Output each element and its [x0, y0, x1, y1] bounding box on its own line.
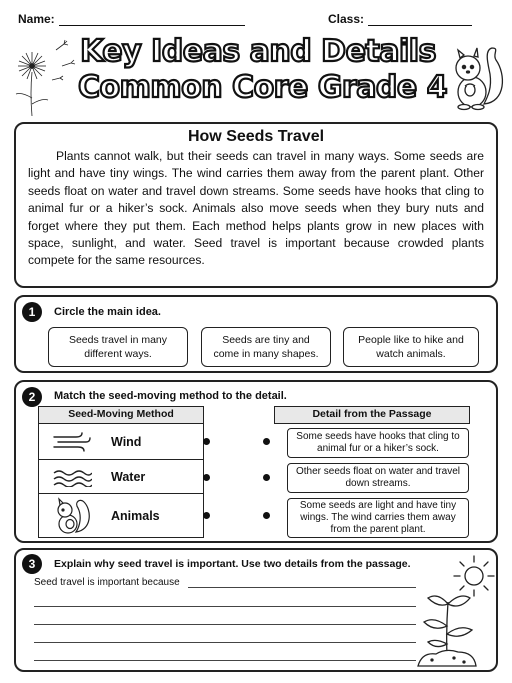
water-waves-icon	[47, 460, 97, 493]
answer-line-1[interactable]	[188, 587, 416, 588]
header-fields	[18, 12, 494, 32]
detail-column-header: Detail from the Passage	[274, 406, 470, 424]
method-row-wind[interactable]	[38, 424, 204, 460]
question-3-section	[14, 548, 498, 672]
name-label: Name:	[18, 12, 55, 26]
method-column-header: Seed-Moving Method	[38, 406, 204, 424]
method-label-wind: Wind	[111, 434, 142, 449]
answer-line-5[interactable]	[34, 660, 416, 661]
name-field[interactable]	[18, 12, 245, 26]
match-dot-detail-2[interactable]	[263, 474, 270, 481]
match-dot-method-animals[interactable]	[203, 512, 210, 519]
class-label: Class:	[328, 12, 365, 26]
question-1-section	[14, 295, 498, 373]
dandelion-icon	[8, 38, 78, 118]
reading-passage	[14, 122, 498, 288]
worksheet-title	[78, 34, 448, 106]
name-line[interactable]	[59, 13, 245, 26]
method-row-animals[interactable]	[38, 494, 204, 538]
class-line[interactable]	[368, 13, 472, 26]
answer-choice-3[interactable]: People like to hike and watch animals.	[343, 327, 479, 367]
class-field[interactable]	[328, 12, 472, 26]
method-label-water: Water	[111, 469, 146, 484]
question-number-2: 2	[22, 387, 42, 407]
passage-heading: How Seeds Travel	[187, 128, 325, 145]
detail-box-2: Other seeds float on water and travel down streams.	[287, 463, 469, 493]
question-number-3: 3	[22, 554, 42, 574]
title-line-2: Common Core Grade 4	[78, 70, 448, 105]
match-dot-detail-1[interactable]	[263, 438, 270, 445]
question-2-prompt: Match the seed-moving method to the detail.	[54, 390, 287, 402]
detail-box-1: Some seeds have hooks that cling to animal fur or a hiker’s sock.	[287, 428, 469, 458]
answer-line-3[interactable]	[34, 624, 416, 625]
answer-line-2[interactable]	[34, 606, 416, 607]
method-label-animals: Animals	[111, 508, 160, 523]
wind-icon	[47, 424, 97, 459]
sprout-icon	[414, 590, 480, 668]
method-row-water[interactable]	[38, 460, 204, 494]
detail-box-3: Some seeds are light and have tiny wings. The wind carries them away from the parent plant.	[287, 498, 469, 538]
answer-line-4[interactable]	[34, 642, 416, 643]
match-dot-detail-3[interactable]	[263, 512, 270, 519]
squirrel-icon	[47, 494, 97, 537]
match-dot-method-wind[interactable]	[203, 438, 210, 445]
question-number-1: 1	[22, 302, 42, 322]
title-line-1: Key Ideas and Details	[80, 34, 436, 69]
answer-choice-1[interactable]: Seeds travel in many different ways.	[48, 327, 188, 367]
question-1-prompt: Circle the main idea.	[54, 306, 161, 318]
question-3-prompt: Explain why seed travel is important. Use two details from the passage.	[54, 558, 411, 570]
question-2-section	[14, 380, 498, 543]
squirrel-icon	[448, 44, 506, 112]
passage-text: Plants cannot walk, but their seeds can travel in many ways. Some seeds are light and have tiny wings. The wind carries them away from the parent plant. Other seeds float on water and travel down streams. Some seeds have hooks that cling to animal fur or a hiker’s sock. Animals also move seeds when they bury nuts and forget where they put them. Each method helps plants grow in new places with space, sunlight, and water. Seed travel is important because crowded plants compete for the same resources.	[28, 149, 484, 268]
sentence-starter: Seed travel is important because	[34, 577, 180, 588]
answer-choice-2[interactable]: Seeds are tiny and come in many shapes.	[201, 327, 331, 367]
match-dot-method-water[interactable]	[203, 474, 210, 481]
